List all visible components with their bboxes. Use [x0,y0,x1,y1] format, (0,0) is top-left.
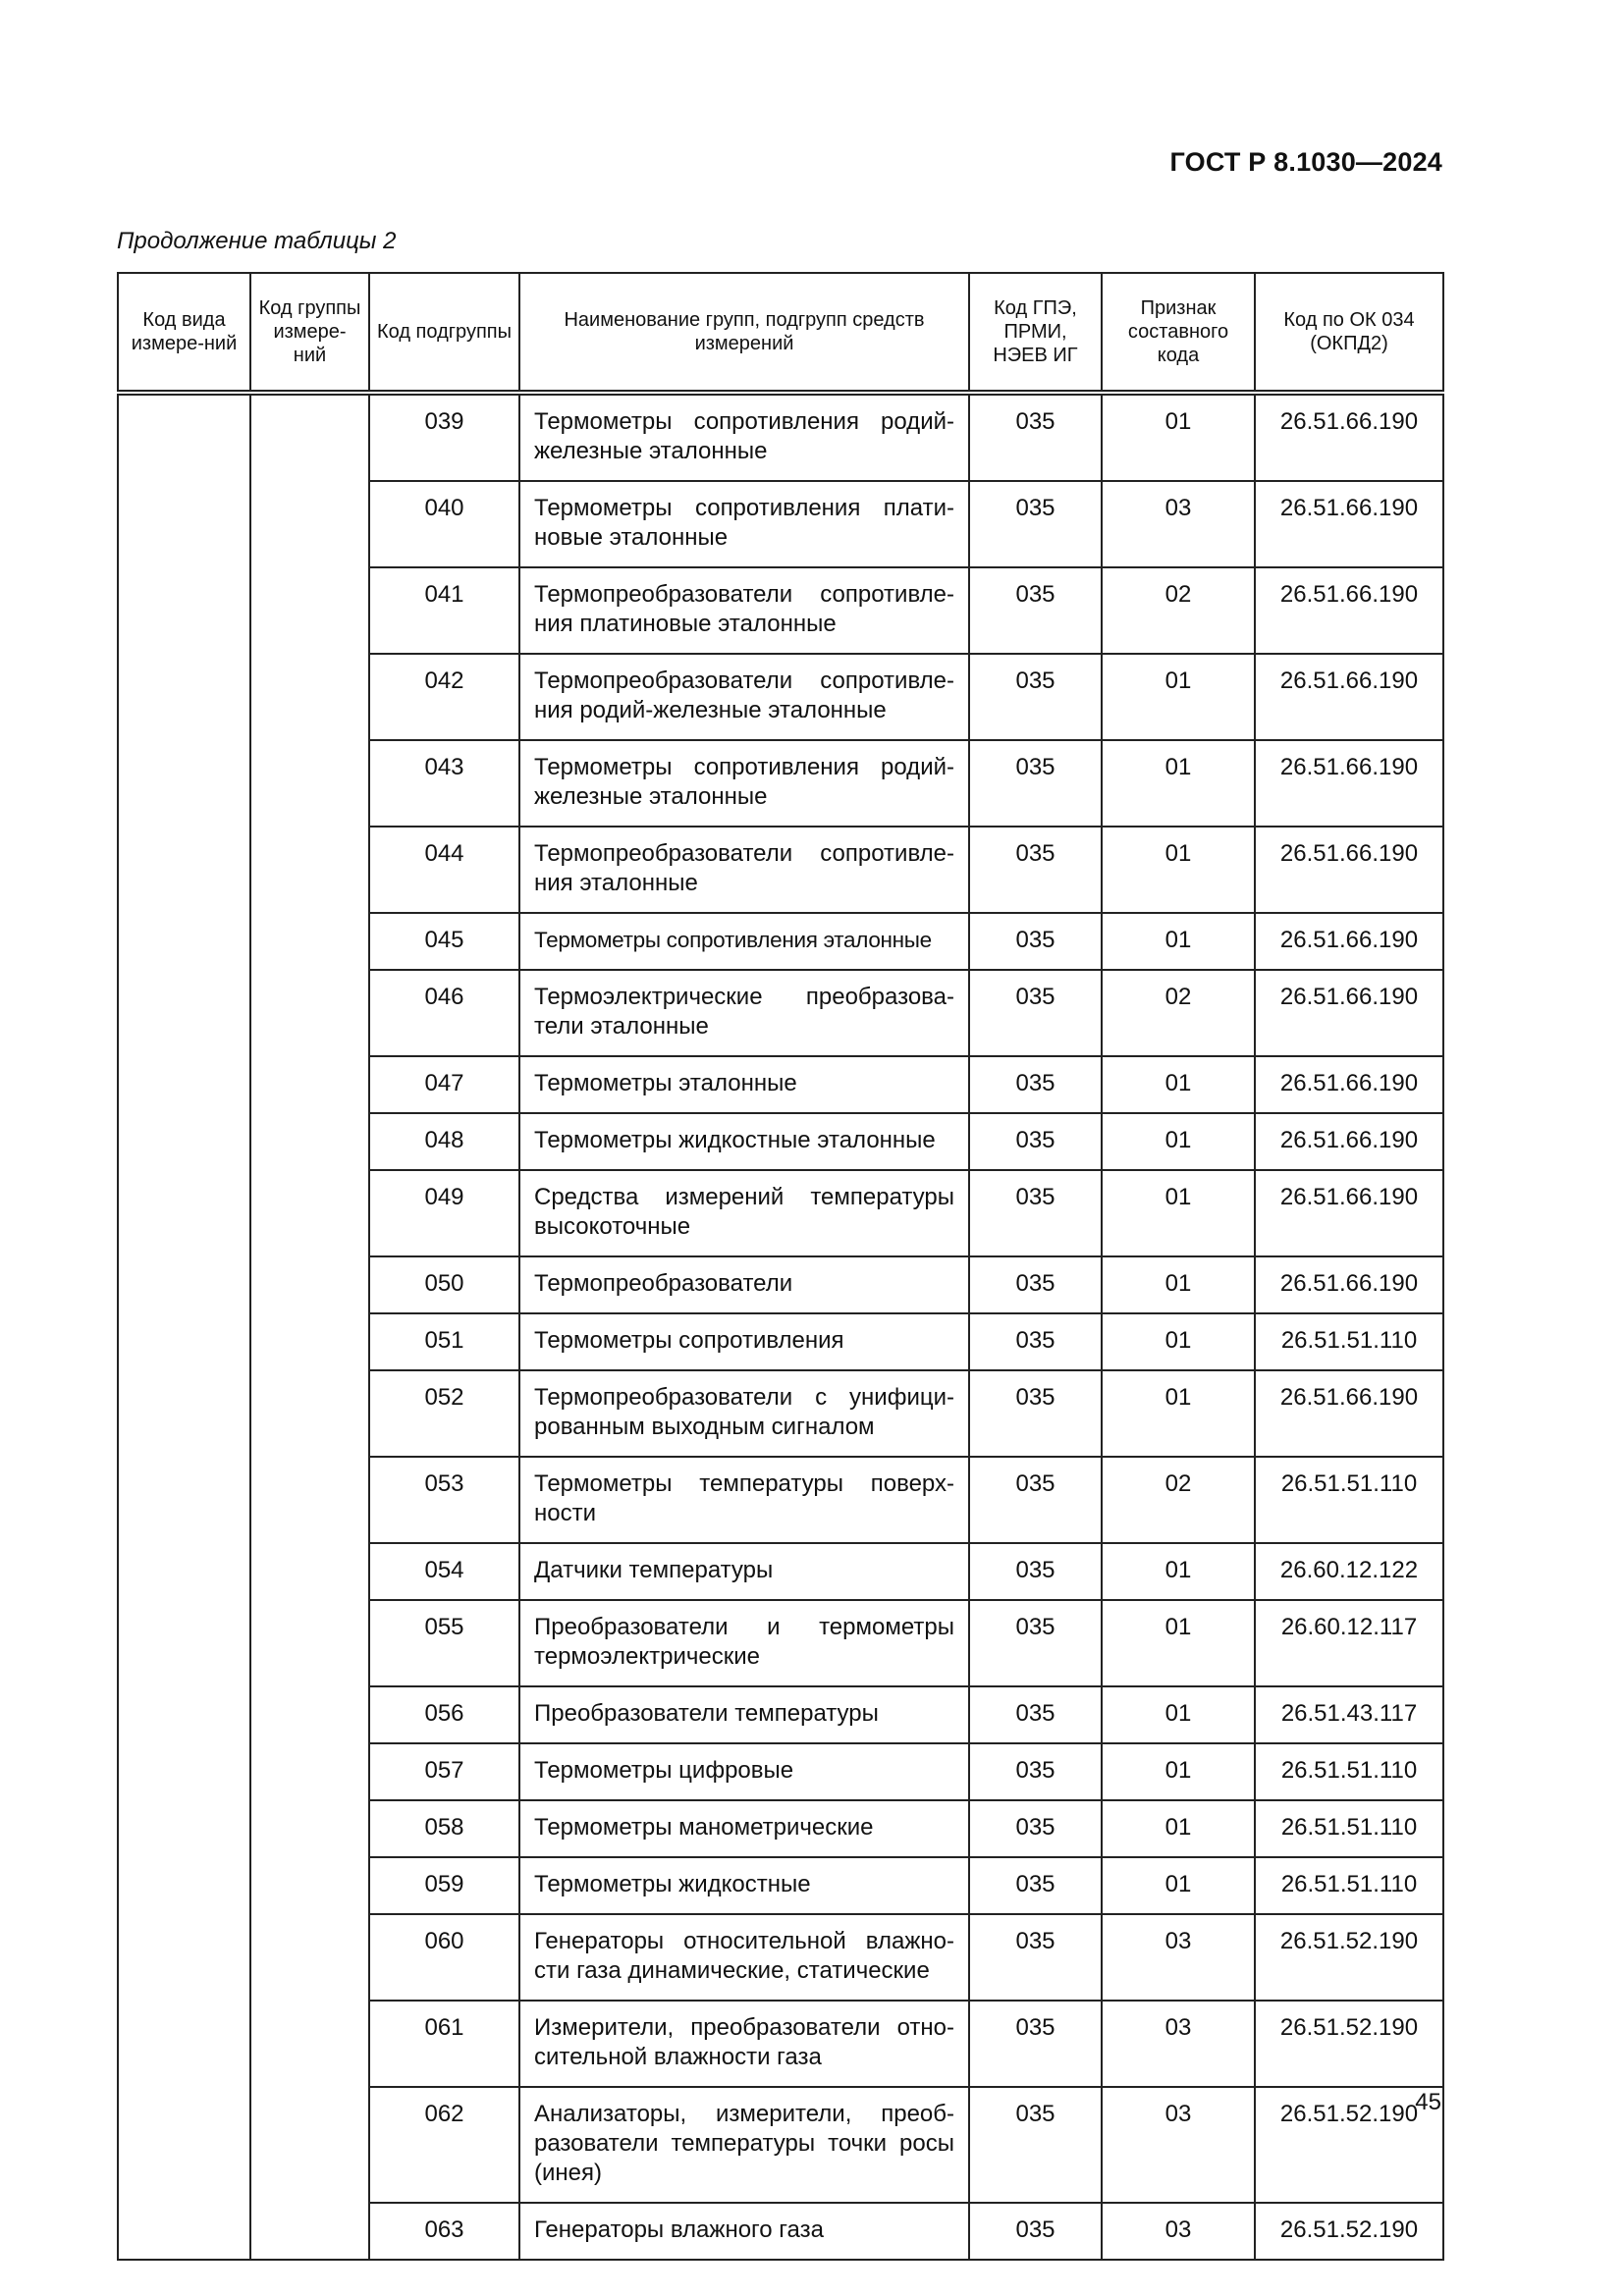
okpd2-code-cell: 26.51.51.110 [1255,1857,1443,1914]
subgroup-code-cell: 045 [369,913,519,970]
okpd2-code-cell: 26.51.66.190 [1255,481,1443,567]
composite-sign-cell: 02 [1102,1457,1255,1543]
table-body [118,393,1443,2260]
gpe-code-cell: 035 [969,1686,1102,1743]
group-name-cell: Термопреобразователи сопротивле-ния эталонные [519,827,969,913]
composite-sign-cell: 01 [1102,1743,1255,1800]
composite-sign-cell: 01 [1102,654,1255,740]
gpe-code-cell: 035 [969,1457,1102,1543]
subgroup-code-cell: 061 [369,2001,519,2087]
group-name-cell: Термометры цифровые [519,1743,969,1800]
subgroup-code-cell: 058 [369,1800,519,1857]
okpd2-code-cell: 26.51.52.190 [1255,2087,1443,2203]
gpe-code-cell: 035 [969,1256,1102,1313]
group-name-cell: Измерители, преобразователи отно-сительной влажности газа [519,2001,969,2087]
okpd2-code-cell: 26.51.51.110 [1255,1743,1443,1800]
gpe-code-cell: 035 [969,2087,1102,2203]
group-name-cell: Термопреобразователи [519,1256,969,1313]
document-id: ГОСТ Р 8.1030—2024 [1169,147,1442,177]
subgroup-code-cell: 048 [369,1113,519,1170]
gpe-code-cell: 035 [969,654,1102,740]
okpd2-code-cell: 26.51.66.190 [1255,827,1443,913]
composite-sign-cell: 01 [1102,1256,1255,1313]
gpe-code-cell: 035 [969,393,1102,481]
table-row [118,393,1443,481]
okpd2-code-cell: 26.51.66.190 [1255,970,1443,1056]
group-name-cell: Преобразователи температуры [519,1686,969,1743]
measurement-group-cell [250,393,369,2260]
gpe-code-cell: 035 [969,481,1102,567]
subgroup-code-cell: 063 [369,2203,519,2260]
okpd2-code-cell: 26.51.51.110 [1255,1800,1443,1857]
group-name-cell: Термометры сопротивления плати-новые эталонные [519,481,969,567]
subgroup-code-cell: 041 [369,567,519,654]
okpd2-code-cell: 26.51.51.110 [1255,1313,1443,1370]
subgroup-code-cell: 052 [369,1370,519,1457]
composite-sign-cell: 01 [1102,1170,1255,1256]
composite-sign-cell: 02 [1102,567,1255,654]
subgroup-code-cell: 042 [369,654,519,740]
composite-sign-cell: 01 [1102,1113,1255,1170]
okpd2-code-cell: 26.60.12.117 [1255,1600,1443,1686]
okpd2-code-cell: 26.51.66.190 [1255,740,1443,827]
subgroup-code-cell: 062 [369,2087,519,2203]
subgroup-code-cell: 056 [369,1686,519,1743]
group-name-cell: Генераторы относительной влажно-сти газа динамические, статические [519,1914,969,2001]
header-measurement-kind-code: Код вида измере-ний [118,273,250,393]
group-name-cell: Термоэлектрические преобразова-тели эталонные [519,970,969,1056]
group-name-cell: Термометры сопротивления родий-железные эталонные [519,393,969,481]
subgroup-code-cell: 049 [369,1170,519,1256]
header-measurement-group-code: Код группы измере-ний [250,273,369,393]
gpe-code-cell: 035 [969,1370,1102,1457]
gpe-code-cell: 035 [969,2203,1102,2260]
group-name-cell: Анализаторы, измерители, преоб-разователи температуры точки росы (инея) [519,2087,969,2203]
composite-sign-cell: 03 [1102,1914,1255,2001]
subgroup-code-cell: 060 [369,1914,519,2001]
okpd2-code-cell: 26.51.66.190 [1255,1256,1443,1313]
composite-sign-cell: 01 [1102,1857,1255,1914]
okpd2-code-cell: 26.60.12.122 [1255,1543,1443,1600]
page-number: 45 [1415,2089,1441,2115]
composite-sign-cell: 01 [1102,913,1255,970]
subgroup-code-cell: 057 [369,1743,519,1800]
group-name-cell: Термометры сопротивления родий-железные эталонные [519,740,969,827]
gpe-code-cell: 035 [969,1543,1102,1600]
group-name-cell: Термометры сопротивления [519,1313,969,1370]
gpe-code-cell: 035 [969,827,1102,913]
composite-sign-cell: 03 [1102,2001,1255,2087]
group-name-cell: Генераторы влажного газа [519,2203,969,2260]
table-caption: Продолжение таблицы 2 [117,228,397,254]
composite-sign-cell: 01 [1102,740,1255,827]
composite-sign-cell: 02 [1102,970,1255,1056]
composite-sign-cell: 01 [1102,1313,1255,1370]
subgroup-code-cell: 047 [369,1056,519,1113]
okpd2-code-cell: 26.51.66.190 [1255,654,1443,740]
composite-sign-cell: 01 [1102,1543,1255,1600]
okpd2-code-cell: 26.51.66.190 [1255,393,1443,481]
group-name-cell: Термометры жидкостные эталонные [519,1113,969,1170]
gpe-code-cell: 035 [969,567,1102,654]
composite-sign-cell: 01 [1102,1800,1255,1857]
okpd2-code-cell: 26.51.43.117 [1255,1686,1443,1743]
subgroup-code-cell: 059 [369,1857,519,1914]
header-composite-sign: Признак составного кода [1102,273,1255,393]
gpe-code-cell: 035 [969,740,1102,827]
subgroup-code-cell: 044 [369,827,519,913]
gpe-code-cell: 035 [969,2001,1102,2087]
composite-sign-cell: 03 [1102,2203,1255,2260]
okpd2-code-cell: 26.51.52.190 [1255,1914,1443,2001]
subgroup-code-cell: 043 [369,740,519,827]
group-name-cell: Термопреобразователи с унифици-рованным выходным сигналом [519,1370,969,1457]
composite-sign-cell: 01 [1102,1056,1255,1113]
subgroup-code-cell: 039 [369,393,519,481]
okpd2-code-cell: 26.51.66.190 [1255,1370,1443,1457]
gpe-code-cell: 035 [969,1857,1102,1914]
group-name-cell: Термопреобразователи сопротивле-ния родий-железные эталонные [519,654,969,740]
gpe-code-cell: 035 [969,1113,1102,1170]
group-name-cell: Термометры манометрические [519,1800,969,1857]
composite-sign-cell: 01 [1102,393,1255,481]
gpe-code-cell: 035 [969,1600,1102,1686]
gpe-code-cell: 035 [969,1914,1102,2001]
subgroup-code-cell: 046 [369,970,519,1056]
okpd2-code-cell: 26.51.51.110 [1255,1457,1443,1543]
group-name-cell: Термометры эталонные [519,1056,969,1113]
measurement-kind-cell [118,393,250,2260]
okpd2-code-cell: 26.51.66.190 [1255,1056,1443,1113]
measurement-groups-table [117,272,1444,2261]
group-name-cell: Термометры сопротивления эталонные [519,913,969,970]
table-header-row [118,273,1443,393]
group-name-cell: Преобразователи и термометры термоэлектрические [519,1600,969,1686]
header-okpd2-code: Код по ОК 034 (ОКПД2) [1255,273,1443,393]
okpd2-code-cell: 26.51.66.190 [1255,567,1443,654]
group-name-cell: Средства измерений температуры высокоточные [519,1170,969,1256]
subgroup-code-cell: 050 [369,1256,519,1313]
group-name-cell: Датчики температуры [519,1543,969,1600]
group-name-cell: Термопреобразователи сопротивле-ния платиновые эталонные [519,567,969,654]
subgroup-code-cell: 054 [369,1543,519,1600]
gpe-code-cell: 035 [969,1313,1102,1370]
okpd2-code-cell: 26.51.66.190 [1255,1113,1443,1170]
header-gpe-code: Код ГПЭ, ПРМИ, НЭЕВ ИГ [969,273,1102,393]
subgroup-code-cell: 055 [369,1600,519,1686]
gpe-code-cell: 035 [969,1743,1102,1800]
gpe-code-cell: 035 [969,970,1102,1056]
subgroup-code-cell: 053 [369,1457,519,1543]
group-name-cell: Термометры жидкостные [519,1857,969,1914]
subgroup-code-cell: 051 [369,1313,519,1370]
composite-sign-cell: 01 [1102,1686,1255,1743]
gpe-code-cell: 035 [969,1800,1102,1857]
okpd2-code-cell: 26.51.52.190 [1255,2203,1443,2260]
composite-sign-cell: 03 [1102,481,1255,567]
composite-sign-cell: 01 [1102,1370,1255,1457]
okpd2-code-cell: 26.51.52.190 [1255,2001,1443,2087]
okpd2-code-cell: 26.51.66.190 [1255,913,1443,970]
group-name-cell: Термометры температуры поверх-ности [519,1457,969,1543]
gpe-code-cell: 035 [969,913,1102,970]
gpe-code-cell: 035 [969,1170,1102,1256]
composite-sign-cell: 01 [1102,827,1255,913]
header-subgroup-code: Код подгруппы [369,273,519,393]
composite-sign-cell: 01 [1102,1600,1255,1686]
header-group-name: Наименование групп, подгрупп средств измерений [519,273,969,393]
okpd2-code-cell: 26.51.66.190 [1255,1170,1443,1256]
gpe-code-cell: 035 [969,1056,1102,1113]
subgroup-code-cell: 040 [369,481,519,567]
composite-sign-cell: 03 [1102,2087,1255,2203]
